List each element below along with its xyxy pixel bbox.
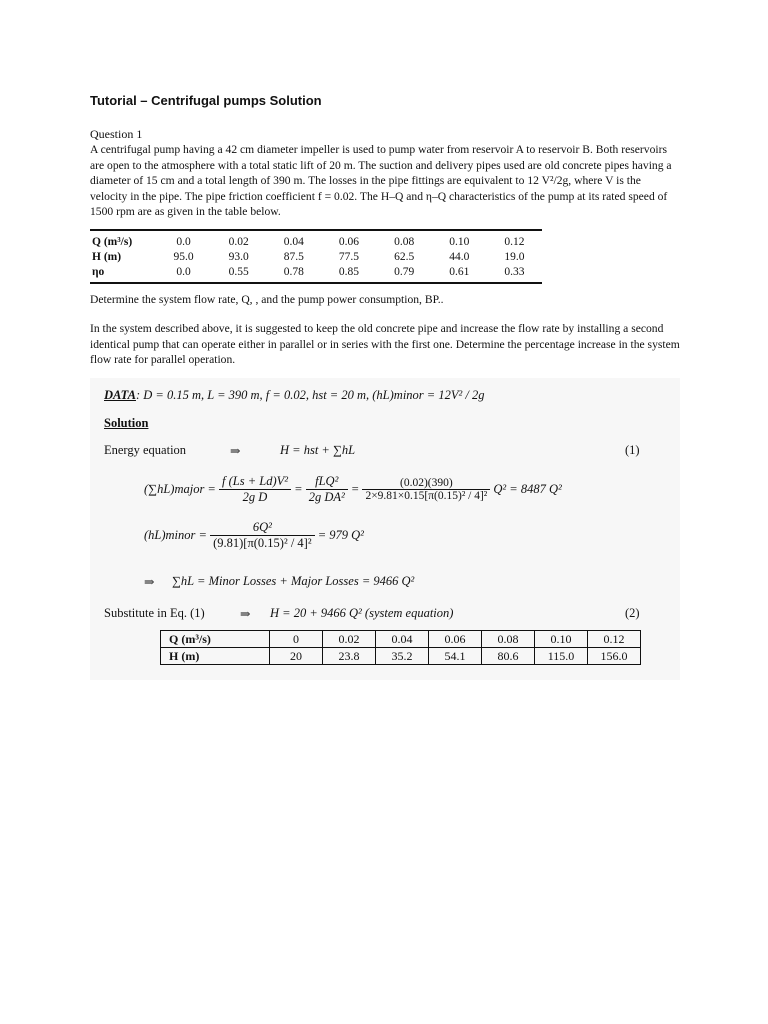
major-fraction-2: $\frac{\text{fLQ²}}{\text{2g DA²}}$ [306,474,348,505]
row-label: H (m) [161,648,270,665]
table-cell: 0.08 [482,631,535,648]
equation-number-2: (2) [625,606,640,620]
row-label: Q (m³/s) [92,235,133,248]
table-cell: 80.6 [482,648,535,665]
solution-heading: Solution [104,416,149,430]
energy-equation: H = hst + ∑hL [280,443,356,457]
system-equation: H = 20 + 9466 Q² (system equation) [270,606,454,620]
solution-image [90,378,680,680]
question-heading: Question 1 [90,127,143,141]
table-row [161,648,641,665]
energy-equation-label: Energy equation [104,443,187,457]
table-cell: 0.0 [176,265,191,278]
table-cell: 0.06 [429,631,482,648]
table-cell: 20 [270,648,323,665]
problem-statement: A centrifugal pump having a 42 cm diameter impeller is used to pump water from reservoir A to reservoir B. Both reservoirs are open to the atmosphere with a total static lift of 20 m. The suction and delivery pipes used are old concrete pipes having a diameter of 15 cm and a total length of 390 m. The losses in the pipe fittings are equivalent to 12 V²/2g, where V is the velocity in the pipe. The pipe friction coefficient f = 0.02. The H–Q and η–Q characteristics of the pump at its rated speed of 1500 rpm are as given in the table below. [90,143,672,218]
table-row [90,249,542,264]
implies-arrow: ⇒ [230,444,241,458]
pump-characteristics-table [90,229,542,284]
total-loss-equation: ∑hL = Minor Losses + Major Losses = 9466 Q² [172,574,415,588]
table-cell: 44.0 [449,250,470,263]
major-loss-result: Q² = 8487 Q² [493,482,562,496]
determine-statement: Determine the system flow rate, Q, , and the pump power consumption, BP.. [90,293,444,306]
table-cell: 93.0 [228,250,249,263]
table-cell: 0.04 [376,631,429,648]
implies-arrow: ⇒ [144,575,155,589]
table-cell: 0.12 [504,235,525,248]
minor-loss-lhs: (hL)minor = [144,528,207,542]
table-cell: 77.5 [338,250,360,263]
table-cell: 0.55 [228,265,249,278]
table-cell: 54.1 [429,648,482,665]
table-cell: 0.02 [323,631,376,648]
document-title: Tutorial – Centrifugal pumps Solution [90,93,322,108]
table-cell: 0.61 [449,265,470,278]
data-line [104,388,484,403]
table-row [161,631,641,648]
table-row [90,264,542,283]
row-label: H (m) [92,250,122,263]
table-cell: 0.10 [535,631,588,648]
table-cell: 19.0 [504,250,525,263]
major-fraction-3: $\frac{(0.02)(390)}{\text{2×9.81×0.15[π(0.15)² / 4]²}}$ [362,477,490,502]
table-cell: 0.08 [394,235,415,248]
table-cell: 115.0 [535,648,588,665]
equation-number-1: (1) [625,443,640,457]
table-cell: 0.78 [283,265,304,278]
table-cell: 95.0 [173,250,194,263]
table-cell: 0.0 [176,235,191,248]
implies-arrow: ⇒ [240,607,251,621]
minor-loss-result: = 979 Q² [317,528,364,542]
table-row [90,230,542,249]
table-cell: 0.33 [504,265,525,278]
minor-fraction: $\frac{\text{6Q²}}{\text{(9.81)[π(0.15)² / 4]²}}$ [210,520,315,551]
table-cell: 0.06 [338,235,360,248]
major-loss-equation: (∑hL)major = $\frac{\text{f (Ls + Ld)V²}}{\text{2g D}}$ = $\frac{\text{fLQ²}}{\text{2g DA²}}$ = $\frac{(0.02)(390)}{\text{2×9.81×0.15[π(0.15)² / 4]²}}$ Q² = 8487 Q² [144,474,562,504]
data-values: : D = 0.15 m, L = 390 m, f = 0.02, hst = 20 m, (hL)minor = 12V² / 2g [135,388,485,402]
table-cell: 0.85 [338,265,360,278]
table-cell: 0.12 [588,631,641,648]
substitute-label: Substitute in Eq. (1) [104,606,205,620]
major-fraction-1: $\frac{\text{f (Ls + Ld)V²}}{\text{2g D}}$ [219,474,291,505]
table-cell: 35.2 [376,648,429,665]
table-cell: 156.0 [588,648,641,665]
table-cell: 0 [270,631,323,648]
major-loss-lhs: (∑hL)major = [144,482,216,496]
table-cell: 23.8 [323,648,376,665]
row-label: ηo [92,265,105,278]
table-cell: 0.02 [228,235,249,248]
system-curve-table [160,630,641,665]
data-label: DATA [104,388,136,402]
row-label: Q (m³/s) [161,631,270,648]
table-cell: 0.79 [394,265,415,278]
table-cell: 62.5 [394,250,415,263]
table-cell: 87.5 [283,250,304,263]
minor-loss-equation [144,520,364,551]
table-cell: 0.10 [449,235,470,248]
table-cell: 0.04 [283,235,304,248]
parallel-operation-paragraph: In the system described above, it is suggested to keep the old concrete pipe and increase the flow rate by installing a second identical pump that can operate either in parallel or in series with the first one. Determine the percentage increase in the system flow rate for parallel operation. [90,322,680,366]
